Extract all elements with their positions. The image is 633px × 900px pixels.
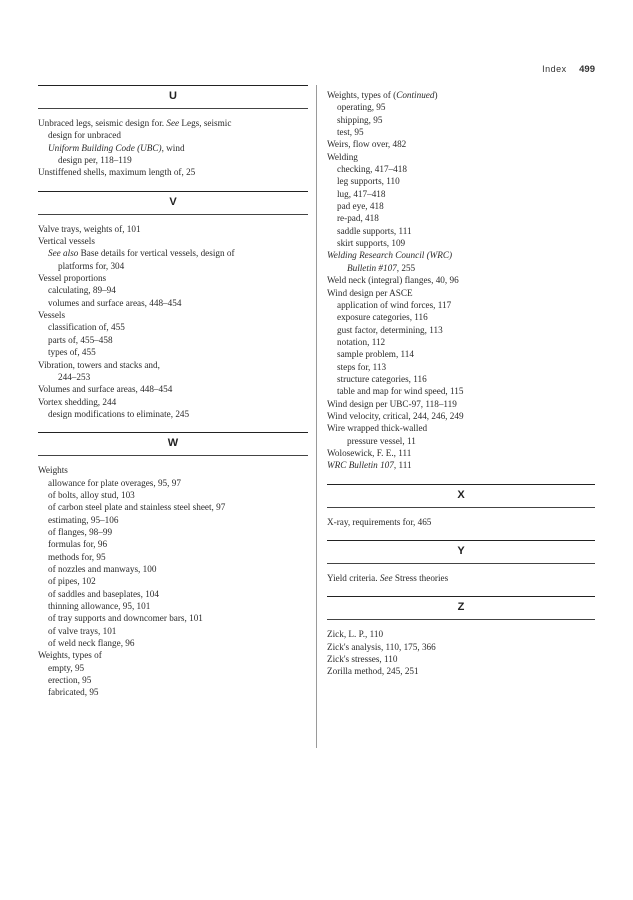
index-entry (38, 235, 308, 247)
index-subentry (327, 237, 595, 249)
entry-text: Weights, types of ( (327, 90, 397, 100)
index-subentry (38, 674, 308, 686)
entry-text: of bolts, alloy stud, 103 (48, 489, 135, 500)
index-entry (327, 516, 595, 528)
index-subentry (327, 188, 595, 200)
entry-text: checking, 417–418 (337, 164, 407, 175)
entry-text: sample problem, 114 (337, 349, 414, 360)
index-entry (38, 309, 308, 321)
entry-text-italic: Uniform Building Code (UBC) (48, 142, 162, 153)
entry-text: thinning allowance, 95, 101 (48, 601, 151, 611)
section-rule-top (38, 432, 308, 433)
entry-text: design for unbraced (48, 130, 121, 141)
index-subentry (38, 538, 308, 550)
section-rule-bottom (327, 563, 595, 564)
index-subentry (38, 686, 308, 698)
index-entry (38, 464, 308, 476)
entry-text: of flanges, 98–99 (48, 526, 113, 537)
entry-text: Vessel proportions (38, 273, 107, 284)
page-number: 499 (579, 64, 595, 75)
index-subentry (38, 260, 308, 272)
index-entry (327, 447, 595, 459)
index-subentry (38, 662, 308, 674)
entry-text: Welding (327, 151, 358, 162)
entry-text: skirt supports, 109 (337, 238, 406, 249)
section-rule-top (327, 596, 595, 597)
entry-text-italic: WRC Bulletin 107 (327, 460, 394, 471)
section-rule-top (38, 85, 308, 86)
entry-text: Weights (38, 465, 68, 476)
section-letter: U (169, 90, 177, 102)
index-subentry (327, 373, 595, 385)
section-header-z (327, 596, 595, 620)
entry-text: ) (434, 90, 438, 100)
entry-text: Vortex shedding, 244 (38, 396, 117, 407)
entry-text: of tray supports and downcomer bars, 101 (48, 613, 203, 624)
index-entry (327, 628, 595, 640)
section-rule-bottom (327, 619, 595, 620)
entry-text: saddle supports, 111 (337, 225, 412, 236)
index-entry (327, 665, 595, 677)
entry-text: Wind design per UBC-97, 118–119 (327, 398, 457, 409)
index-column-left (38, 85, 308, 699)
entry-text: structure categories, 116 (337, 373, 427, 384)
entry-text-italic: See (166, 118, 180, 128)
index-subentry (38, 625, 308, 637)
index-subentry (38, 408, 308, 420)
index-subentry (327, 225, 595, 237)
index-subentry (327, 311, 595, 323)
index-entry (327, 410, 595, 422)
index-subentry (38, 334, 308, 346)
entry-text: Vessels (38, 310, 66, 321)
entry-text: Zorilla method, 245, 251 (327, 666, 419, 677)
index-subentry (327, 262, 595, 274)
entry-text: leg supports, 110 (337, 176, 400, 187)
entry-text: platforms for, 304 (58, 260, 125, 271)
entry-text: design per, 118–119 (58, 155, 132, 166)
section-letter: Z (457, 601, 465, 614)
entry-text: Vibration, towers and stacks and, (38, 359, 160, 370)
index-subentry (38, 575, 308, 587)
section-rule-bottom (38, 214, 308, 215)
index-subentry (327, 385, 595, 397)
entry-text: empty, 95 (48, 662, 85, 673)
entry-text: notation, 112 (337, 336, 386, 347)
index-subentry (38, 284, 308, 296)
section-header-x (327, 484, 595, 508)
index-subentry (327, 175, 595, 187)
entry-text: Volumes and surface areas, 448–454 (38, 384, 173, 395)
entry-text: of pipes, 102 (48, 576, 96, 587)
index-subentry (38, 154, 308, 166)
entry-text: allowance for plate overages, 95, 97 (48, 477, 181, 488)
index-subentry (38, 514, 308, 526)
index-subentry (327, 126, 595, 138)
index-entry (38, 223, 308, 235)
index-subentry (38, 637, 308, 649)
entry-text: re-pad, 418 (337, 213, 379, 224)
index-entry (327, 422, 595, 434)
entry-text: Zick, L. P., 110 (327, 629, 384, 640)
entry-text: erection, 95 (48, 675, 92, 686)
index-subentry (38, 297, 308, 309)
entry-text: steps for, 113 (337, 361, 387, 372)
entry-text: design modifications to eliminate, 245 (48, 408, 190, 419)
entry-text: table and map for wind speed, 115 (337, 386, 464, 397)
index-entry (327, 398, 595, 410)
section-gap (38, 420, 308, 432)
entry-text: parts of, 455–458 (48, 334, 113, 345)
index-subentry (38, 371, 308, 383)
index-subentry (38, 129, 308, 141)
entry-text: Legs, seismic (179, 118, 232, 128)
section-letter: Y (457, 545, 465, 557)
entry-text: Zick's analysis, 110, 175, 366 (327, 641, 436, 652)
index-subentry (38, 551, 308, 563)
section-header-y (327, 540, 595, 564)
index-entry (327, 641, 595, 653)
page-header (542, 64, 595, 75)
index-entry (38, 383, 308, 395)
entry-text: of valve trays, 101 (48, 625, 117, 636)
section-rule-bottom (327, 507, 595, 508)
column-divider (316, 85, 317, 748)
entry-text: of carbon steel plate and stainless steel sheet, 97 (48, 502, 226, 513)
index-subentry (38, 563, 308, 575)
section-header-v (38, 191, 308, 215)
entry-text: Zick's stresses, 110 (327, 654, 398, 665)
entry-text: of weld neck flange, 96 (48, 638, 135, 649)
entry-text: methods for, 95 (48, 551, 106, 562)
section-gap (38, 179, 308, 191)
section-gap (327, 472, 595, 484)
entry-text: types of, 455 (48, 347, 96, 358)
entry-text: shipping, 95 (337, 114, 383, 125)
section-rule-top (38, 191, 308, 192)
entry-text: Wire wrapped thick-walled (327, 423, 428, 434)
index-subentry (327, 212, 595, 224)
entry-text: Wind velocity, critical, 244, 246, 249 (327, 410, 464, 421)
entry-text: formulas for, 96 (48, 539, 108, 550)
index-entry (327, 151, 595, 163)
entry-text: Weld neck (integral) flanges, 40, 96 (327, 275, 459, 286)
section-rule-bottom (38, 108, 308, 109)
entry-text-italic: Bulletin #107 (347, 262, 397, 273)
index-column-right (327, 89, 595, 678)
index-entry (327, 653, 595, 665)
entry-text: volumes and surface areas, 448–454 (48, 297, 182, 308)
index-subentry (38, 247, 308, 259)
entry-text: 244–253 (58, 371, 91, 382)
entry-text-italic: See also (48, 248, 79, 259)
index-subentry (327, 163, 595, 175)
index-entry (327, 572, 595, 584)
index-subentry (327, 101, 595, 113)
index-subentry (327, 435, 595, 447)
entry-text: lug, 417–418 (337, 188, 386, 199)
index-entry (327, 274, 595, 286)
index-entry (38, 117, 308, 129)
entry-text: classification of, 455 (48, 322, 125, 333)
entry-text: , 111 (393, 460, 412, 471)
entry-text: operating, 95 (337, 102, 386, 113)
entry-text: of nozzles and manways, 100 (48, 563, 157, 574)
index-entry (38, 166, 308, 178)
entry-text-italic: Continued (396, 90, 435, 100)
section-letter: W (167, 437, 179, 450)
entry-text: Unstiffened shells, maximum length of, 25 (38, 167, 196, 178)
entry-text: estimating, 95–106 (48, 514, 119, 525)
entry-text: fabricated, 95 (48, 687, 99, 698)
entry-text: Unbraced legs, seismic design for. (38, 118, 167, 128)
entry-text: , 255 (396, 262, 416, 273)
index-entry (38, 649, 308, 661)
index-entry (327, 249, 595, 261)
entry-text: Stress theories (392, 573, 449, 583)
entry-text: Wolosewick, F. E., 111 (327, 447, 412, 458)
index-entry (327, 89, 595, 101)
index-subentry (38, 526, 308, 538)
entry-text: exposure categories, 116 (337, 312, 428, 323)
index-entry (38, 396, 308, 408)
section-rule-top (327, 540, 595, 541)
index-subentry (38, 501, 308, 513)
index-subentry (38, 142, 308, 154)
section-header-w (38, 432, 308, 456)
index-subentry (327, 114, 595, 126)
index-subentry (327, 200, 595, 212)
entry-text: pressure vessel, 11 (347, 435, 416, 446)
entry-text: X-ray, requirements for, 465 (327, 516, 432, 527)
section-rule-bottom (38, 455, 308, 456)
running-head: Index (542, 64, 567, 74)
index-entry (327, 287, 595, 299)
index-subentry (327, 299, 595, 311)
index-subentry (38, 588, 308, 600)
entry-text: Weights, types of (38, 650, 102, 661)
entry-text: calculating, 89–94 (48, 285, 116, 296)
entry-text: Wind design per ASCE (327, 287, 413, 298)
entry-text: application of wind forces, 117 (337, 299, 452, 310)
section-rule-top (327, 484, 595, 485)
index-subentry (38, 477, 308, 489)
index-subentry (327, 361, 595, 373)
index-subentry (38, 489, 308, 501)
index-entry (38, 272, 308, 284)
section-gap (327, 584, 595, 596)
index-subentry (38, 612, 308, 624)
section-letter: X (457, 488, 465, 501)
entry-text: Vertical vessels (38, 236, 95, 247)
entry-text-italic: See (379, 573, 393, 583)
index-entry (327, 138, 595, 150)
entry-text: test, 95 (337, 127, 364, 138)
entry-text: , wind (161, 142, 185, 153)
index-entry (327, 459, 595, 471)
entry-text: Base details for vertical vessels, design of (78, 248, 235, 259)
entry-text: pad eye, 418 (337, 201, 384, 212)
entry-text: of saddles and baseplates, 104 (48, 588, 159, 599)
entry-text: Yield criteria. (327, 573, 380, 583)
entry-text: gust factor, determining, 113 (337, 324, 443, 335)
entry-text: Valve trays, weights of, 101 (38, 223, 141, 234)
section-gap (327, 528, 595, 540)
index-subentry (327, 348, 595, 360)
index-subentry (327, 324, 595, 336)
index-subentry (38, 346, 308, 358)
section-header-u (38, 85, 308, 109)
section-letter: V (169, 195, 177, 208)
entry-text: Weirs, flow over, 482 (327, 139, 407, 150)
entry-text-italic: Welding Research Council (WRC) (327, 250, 453, 261)
index-subentry (327, 336, 595, 348)
index-entry (38, 359, 308, 371)
index-subentry (38, 321, 308, 333)
index-subentry (38, 600, 308, 612)
